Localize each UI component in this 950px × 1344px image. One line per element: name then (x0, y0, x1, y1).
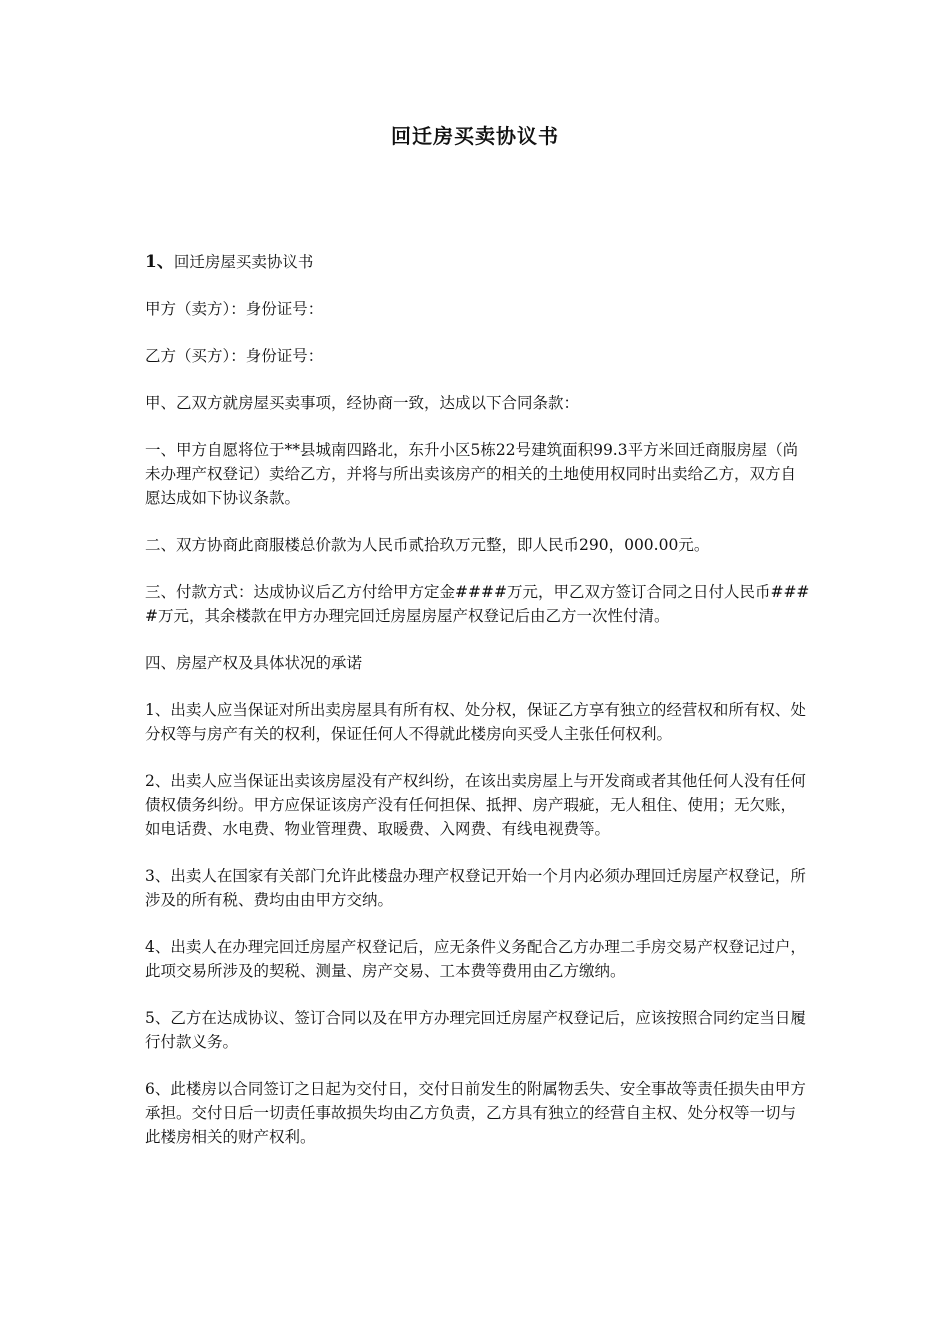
party-b-line: 乙方（买方）：身份证号： (145, 347, 324, 365)
commitment-1-paragraph: 1、出卖人应当保证对所出卖房屋具有所有权、处分权，保证乙方享有独立的经营权和所有权、处分权等与房产有关的权利，保证任何人不得就此楼房向买受人主张任何权利。 (145, 701, 806, 743)
section-title: 回迁房屋买卖协议书 (173, 253, 314, 271)
party-a-line: 甲方（卖方）：身份证号： (145, 300, 324, 318)
commitment-2-paragraph: 2、出卖人应当保证出卖该房屋没有产权纠纷，在该出卖房屋上与开发商或者其他任何人没有任何债权债务纠纷。甲方应保证该房产没有任何担保、抵押、房产瑕疵，无人租住、使用；无欠账，如电话费、水电费、物业管理费、取暖费、入网费、有线电视费等。 (145, 772, 806, 838)
section-heading (145, 250, 810, 274)
commitment-6-paragraph: 6、此楼房以合同签订之日起为交付日，交付日前发生的附属物丢失、安全事故等责任损失由甲方承担。交付日后一切责任事故损失均由乙方负责，乙方具有独立的经营自主权、处分权等一切与此楼房相关的财产权利。 (145, 1080, 806, 1146)
document-title: 回迁房买卖协议书 (391, 124, 559, 148)
commitment-5-paragraph: 5、乙方在达成协议、签订合同以及在甲方办理完回迁房屋产权登记后，应该按照合同约定当日履行付款义务。 (145, 1009, 806, 1051)
commitment-3-paragraph: 3、出卖人在国家有关部门允许此楼盘办理产权登记开始一个月内必须办理回迁房屋产权登记，所涉及的所有税、费均由由甲方交纳。 (145, 867, 806, 909)
commitment-4-paragraph: 4、出卖人在办理完回迁房屋产权登记后，应无条件义务配合乙方办理二手房交易产权登记过户，此项交易所涉及的契税、测量、房产交易、工本费等费用由乙方缴纳。 (145, 938, 806, 980)
document-body (145, 250, 810, 1172)
section-number: 1、 (145, 252, 174, 272)
clause-2-paragraph: 二、双方协商此商服楼总价款为人民币贰拾玖万元整，即人民币290，000.00元。 (145, 536, 710, 554)
clause-1-paragraph: 一、甲方自愿将位于**县城南四路北，东升小区5栋22号建筑面积99.3平方米回迁商服房屋（尚未办理产权登记）卖给乙方，并将与所出卖该房产的相关的土地使用权同时出卖给乙方，双方自愿达成如下协议条款。 (145, 441, 799, 507)
preamble-paragraph: 甲、乙双方就房屋买卖事项，经协商一致，达成以下合同条款： (145, 394, 580, 412)
clause-3-paragraph: 三、付款方式：达成协议后乙方付给甲方定金####万元，甲乙双方签订合同之日付人民币####万元，其余楼款在甲方办理完回迁房屋房屋产权登记后由乙方一次性付清。 (145, 583, 810, 625)
clause-4-heading: 四、房屋产权及具体状况的承诺 (145, 654, 363, 672)
